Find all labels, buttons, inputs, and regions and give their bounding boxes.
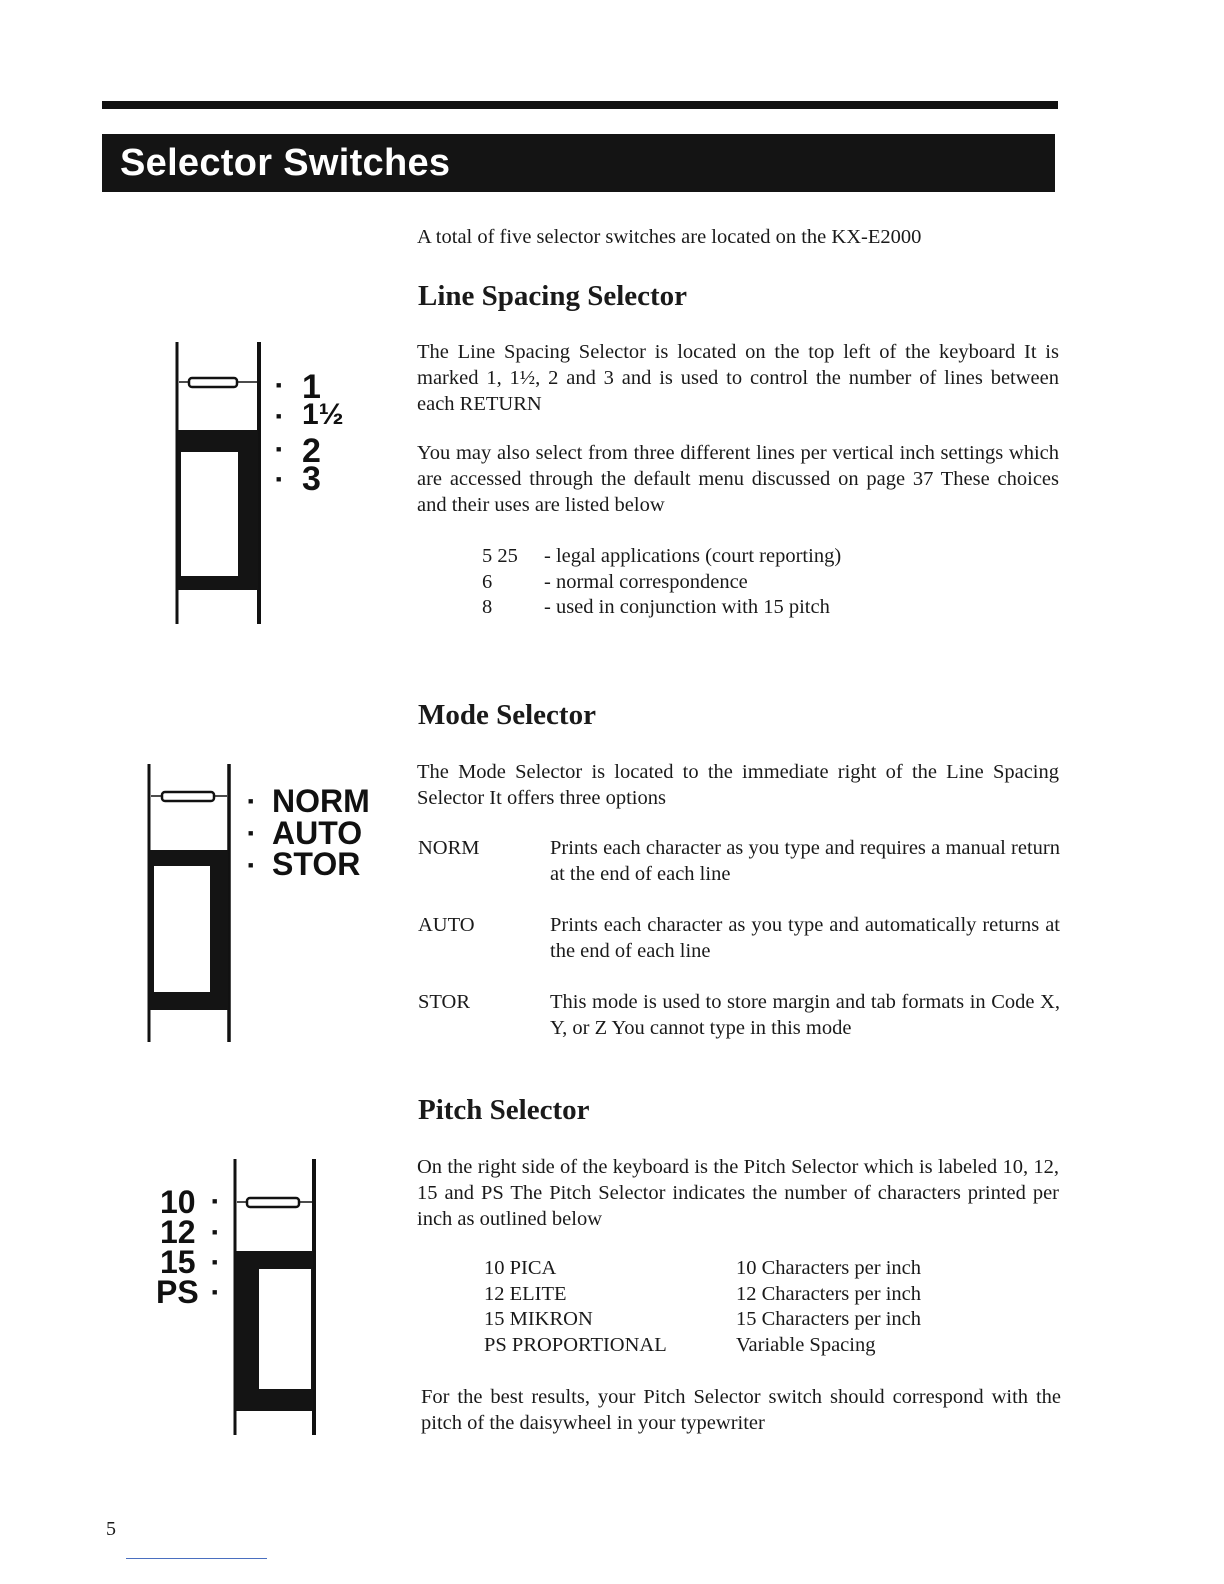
pitch-name: 12 ELITE <box>484 1282 567 1305</box>
mode-option-desc: Prints each character as you type and requires a manual return at the end of each line <box>550 837 1060 885</box>
list-item <box>482 570 841 596</box>
pitch-label-12: 12 <box>160 1214 196 1250</box>
pitch-description: On the right side of the keyboard is the Pitch Selector which is labeled 10, 12, 15 and PS The Pitch Selector indicates the number of characters printed per inch as outlined below <box>417 1156 1059 1230</box>
line-spacing-settings-description: You may also select from three different lines per vertical inch settings which are accessed through the default menu discussed on page 37 These choices and their uses are listed below <box>417 442 1059 516</box>
setting-use: - used in conjunction with 15 pitch <box>544 596 830 618</box>
footer-rule <box>126 1558 267 1559</box>
mode-label-stor: STOR <box>272 846 361 882</box>
pitch-desc: 15 Characters per inch <box>736 1308 921 1330</box>
pitch-name: 15 MIKRON <box>484 1308 593 1330</box>
bullet-icon: ■ <box>248 828 254 838</box>
bullet-icon: ■ <box>248 860 254 870</box>
mode-description: The Mode Selector is located to the immediate right of the Line Spacing Selector It offers three options <box>417 761 1059 809</box>
mode-option-name: NORM <box>418 837 480 859</box>
line-spacing-description: The Line Spacing Selector is located on the top left of the keyboard It is marked 1, 1½, 2 and 3 and is used to control the number of lines between each RETURN <box>417 341 1059 415</box>
intro-text: A total of five selector switches are located on the KX-E2000 <box>417 226 922 248</box>
mode-option-desc: This mode is used to store margin and tab formats in Code X, Y, or Z You cannot type in this mode <box>550 991 1060 1039</box>
table-row <box>484 1256 921 1282</box>
section-banner <box>102 134 1055 192</box>
mode-label-auto: AUTO <box>272 815 363 851</box>
pitch-desc: 10 Characters per inch <box>736 1257 921 1279</box>
bullet-icon: ■ <box>212 1227 218 1237</box>
line-spacing-label-1-half: 1½ <box>302 398 344 431</box>
pitch-label-15: 15 <box>160 1244 196 1280</box>
pitch-label-10: 10 <box>160 1184 196 1220</box>
bullet-icon: ■ <box>212 1196 218 1206</box>
page-title: Selector Switches <box>120 141 451 184</box>
setting-value: 8 <box>482 596 493 618</box>
line-spacing-heading: Line Spacing Selector <box>418 280 688 312</box>
pitch-name: PS PROPORTIONAL <box>484 1333 667 1356</box>
line-spacing-label-1: 1 <box>302 368 321 406</box>
table-row <box>484 1307 921 1333</box>
bullet-icon: ■ <box>248 796 254 806</box>
pitch-desc: Variable Spacing <box>736 1333 876 1356</box>
list-item <box>482 595 841 621</box>
page-number: 5 <box>106 1518 116 1540</box>
bullet-icon: ■ <box>276 444 282 454</box>
top-rule <box>102 101 1058 109</box>
table-row <box>484 1282 921 1308</box>
setting-value: 5 25 <box>482 545 518 567</box>
mode-heading: Mode Selector <box>418 699 596 731</box>
mode-label-norm: NORM <box>272 783 370 819</box>
bullet-icon: ■ <box>212 1257 218 1267</box>
list-item <box>482 544 841 570</box>
bullet-icon: ■ <box>276 380 282 390</box>
pitch-desc: 12 Characters per inch <box>736 1282 921 1305</box>
bullet-icon: ■ <box>276 474 282 484</box>
mode-option-name: AUTO <box>418 914 475 936</box>
line-spacing-switch-illustration <box>168 340 268 630</box>
pitch-label-ps: PS <box>156 1274 199 1310</box>
line-spacing-label-2: 2 <box>302 432 321 470</box>
line-spacing-settings-list <box>482 544 841 621</box>
pitch-name: 10 PICA <box>484 1257 557 1279</box>
pitch-table <box>484 1256 921 1358</box>
mode-option-stor <box>418 989 1060 1041</box>
mode-switch-illustration <box>140 762 240 1047</box>
table-row <box>484 1333 921 1359</box>
mode-option-auto <box>418 912 1060 964</box>
mode-option-norm <box>418 835 1060 887</box>
pitch-switch-illustration <box>228 1157 328 1439</box>
setting-use: - normal correspondence <box>544 570 748 593</box>
setting-value: 6 <box>482 570 493 593</box>
bullet-icon: ■ <box>276 411 282 421</box>
pitch-note: For the best results, your Pitch Selector switch should correspond with the pitch of the daisywheel in your typewriter <box>421 1386 1061 1434</box>
bullet-icon: ■ <box>212 1287 218 1297</box>
mode-option-name: STOR <box>418 991 471 1013</box>
setting-use: - legal applications (court reporting) <box>544 545 842 567</box>
pitch-heading: Pitch Selector <box>418 1094 590 1126</box>
line-spacing-label-3: 3 <box>302 460 321 498</box>
mode-option-desc: Prints each character as you type and automatically returns at the end of each line <box>550 914 1060 962</box>
